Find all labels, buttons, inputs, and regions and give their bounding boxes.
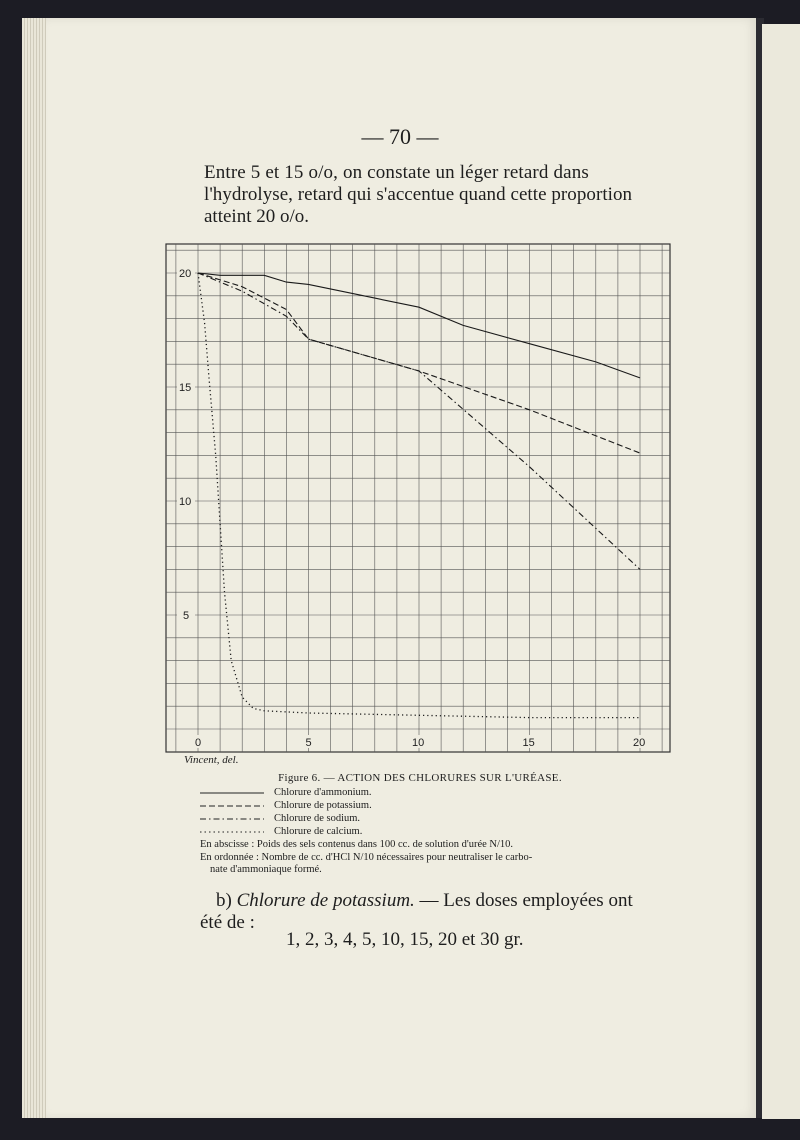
figure-notes (200, 839, 630, 877)
intro-line: Entre 5 et 15 o/o, on constate un léger retard dans (204, 162, 589, 183)
intro-line: l'hydrolyse, retard qui s'accentue quand cette proportion (204, 184, 633, 205)
legend-line-solid (200, 789, 268, 797)
y-tick-label: 15 (179, 382, 192, 394)
dose-list: 1, 2, 3, 4, 5, 10, 15, 20 et 30 gr. (286, 929, 524, 950)
ordinate-note-continued: nate d'ammoniaque formé. (210, 864, 322, 875)
figure-credit: Vincent, del. (184, 754, 239, 766)
x-tick-label: 5 (305, 737, 312, 749)
legend-item (200, 825, 372, 838)
legend-line-dashdot (200, 815, 268, 823)
legend-item (200, 786, 372, 799)
section-heading (216, 890, 646, 912)
legend-label: Chlorure de sodium. (274, 813, 361, 824)
legend-line-dotted (200, 828, 268, 836)
intro-line: atteint 20 o/o. (204, 206, 310, 227)
y-tick-label: 5 (183, 610, 190, 622)
legend-label: Chlorure d'ammonium. (274, 787, 372, 798)
page-number: — 70 — (361, 124, 439, 149)
ordinate-note: En ordonnée : Nombre de cc. d'HCl N/10 nécessaires pour neutraliser le carbo- (200, 851, 533, 863)
legend-item (200, 799, 372, 812)
chart-frame (166, 244, 670, 752)
intro-paragraph (204, 162, 644, 228)
abscissa-note: En abscisse : Poids des sels contenus dans 100 cc. de solution d'urée N/10. (200, 839, 514, 850)
section-title-rest: — Les doses employées ont (414, 890, 633, 911)
facing-page-edge (762, 24, 800, 1119)
x-tick-label: 15 (522, 737, 535, 749)
legend-label: Chlorure de calcium. (274, 826, 363, 837)
legend-line-dashed (200, 802, 268, 810)
y-tick-label: 20 (179, 268, 192, 280)
chart-grid (166, 244, 670, 752)
urease-chart (165, 243, 671, 753)
x-tick-label: 10 (412, 737, 425, 749)
section-potassium (200, 890, 646, 934)
section-line: été de : (200, 912, 255, 933)
chart-tick-labels (177, 266, 649, 749)
x-tick-label: 0 (195, 737, 202, 749)
figure-caption: Figure 6. — ACTION DES CHLORURES SUR L'URÉASE. (278, 772, 562, 784)
section-prefix: b) (216, 890, 237, 911)
section-title: Chlorure de potassium. (236, 890, 415, 911)
x-tick-label: 20 (633, 737, 646, 749)
legend-label: Chlorure de potassium. (274, 800, 372, 811)
figure-legend (200, 786, 372, 838)
legend-item (200, 812, 372, 825)
y-tick-label: 10 (179, 496, 192, 508)
